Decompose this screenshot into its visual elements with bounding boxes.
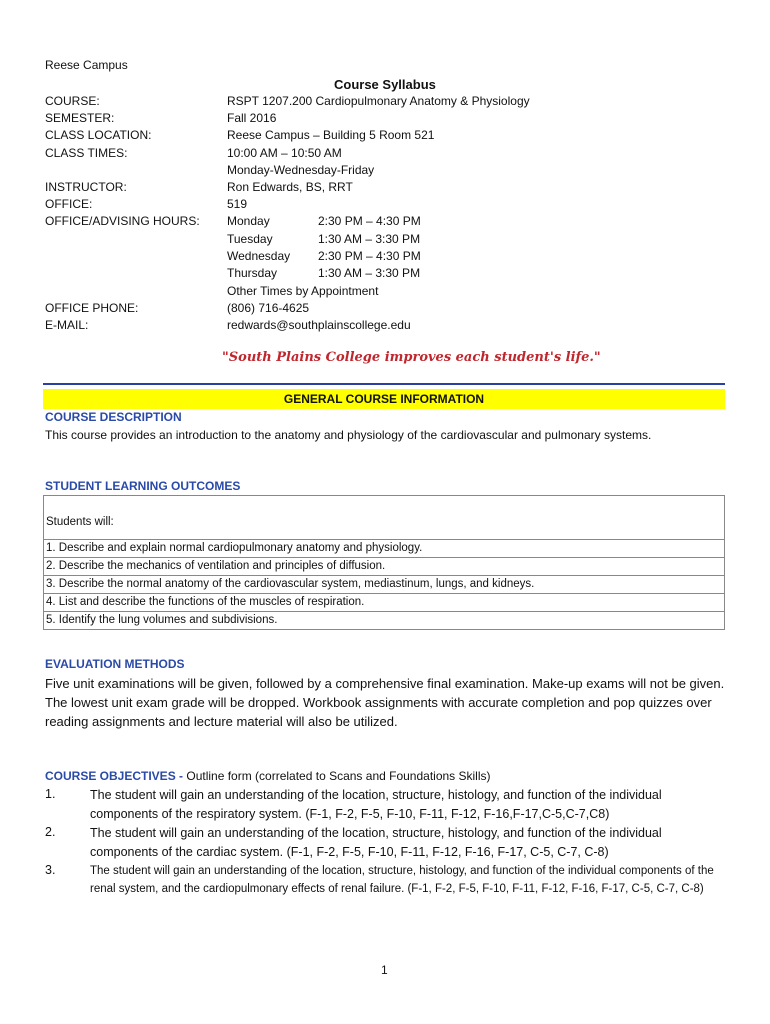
hours-time: 1:30 AM – 3:30 PM bbox=[318, 266, 421, 280]
campus-label: Reese Campus bbox=[45, 58, 128, 72]
times-label: CLASS TIMES: bbox=[45, 146, 128, 160]
info-row-email bbox=[0, 318, 770, 335]
outcome-item: 4. List and describe the functions of the muscles of respiration. bbox=[44, 593, 724, 611]
evaluation-heading: EVALUATION METHODS bbox=[45, 657, 185, 671]
times-value: 10:00 AM – 10:50 AM bbox=[227, 146, 342, 160]
objectives-subheading: Outline form (correlated to Scans and Foundations Skills) bbox=[186, 769, 491, 783]
info-row-course bbox=[0, 94, 770, 111]
evaluation-text: Five unit examinations will be given, followed by a comprehensive final examination. Make-up exams will not be given. The lowest unit exam grade will be dropped. Workbook assignments with accurate completion and pop quizzes over reading assignments and lecture material will also be utilized. bbox=[45, 676, 725, 729]
course-value: RSPT 1207.200 Cardiopulmonary Anatomy & Physiology bbox=[227, 94, 530, 108]
outcome-item: 5. Identify the lung volumes and subdivisions. bbox=[44, 611, 724, 629]
other-times: Other Times by Appointment bbox=[227, 284, 379, 298]
info-row-location bbox=[0, 128, 770, 145]
hours-time: 2:30 PM – 4:30 PM bbox=[318, 249, 421, 263]
info-row-times bbox=[0, 146, 770, 163]
outcomes-table bbox=[43, 495, 725, 630]
info-row-hours-monday bbox=[0, 214, 770, 231]
semester-value: Fall 2016 bbox=[227, 111, 277, 125]
objectives-heading-line bbox=[45, 768, 491, 785]
outcome-item: 1. Describe and explain normal cardiopulmonary anatomy and physiology. bbox=[44, 539, 724, 557]
objective-number: 2. bbox=[45, 825, 56, 839]
location-value: Reese Campus – Building 5 Room 521 bbox=[227, 128, 435, 142]
hours-day: Monday bbox=[227, 214, 270, 228]
objectives-heading: COURSE OBJECTIVES - bbox=[45, 769, 187, 783]
outcome-item: 3. Describe the normal anatomy of the cardiovascular system, mediastinum, lungs, and kidneys. bbox=[44, 575, 724, 593]
info-row-phone bbox=[0, 301, 770, 318]
objective-text: The student will gain an understanding of the location, structure, histology, and function of the individual components of the cardiac system. (F-1, F-2, F-5, F-10, F-11, F-12, F-16, F-17, C-5, C-7, C-8) bbox=[90, 826, 662, 859]
info-row-office bbox=[0, 197, 770, 214]
general-info-heading: GENERAL COURSE INFORMATION bbox=[43, 389, 725, 409]
info-row-other-times bbox=[0, 284, 770, 301]
outcomes-heading: STUDENT LEARNING OUTCOMES bbox=[45, 479, 241, 493]
instructor-label: INSTRUCTOR: bbox=[45, 180, 127, 194]
hours-day: Tuesday bbox=[227, 232, 273, 246]
page-title: Course Syllabus bbox=[334, 77, 436, 92]
instructor-value: Ron Edwards, BS, RRT bbox=[227, 180, 353, 194]
days-value: Monday-Wednesday-Friday bbox=[227, 163, 375, 177]
email-label: E-MAIL: bbox=[45, 318, 89, 332]
objective-number: 3. bbox=[45, 863, 56, 877]
semester-label: SEMESTER: bbox=[45, 111, 115, 125]
section-divider bbox=[43, 383, 725, 385]
info-row-hours-thursday bbox=[0, 266, 770, 283]
phone-label: OFFICE PHONE: bbox=[45, 301, 139, 315]
outcome-item: 2. Describe the mechanics of ventilation and principles of diffusion. bbox=[44, 557, 724, 575]
objective-number: 1. bbox=[45, 787, 56, 801]
email-link[interactable]: redwards@southplainscollege.edu bbox=[227, 318, 411, 332]
office-label: OFFICE: bbox=[45, 197, 93, 211]
info-row-hours-tuesday bbox=[0, 232, 770, 249]
objective-text: The student will gain an understanding of the location, structure, histology, and function of the individual components of the respiratory system. (F-1, F-2, F-5, F-10, F-11, F-12, F-16,F-17,C-5,C-7,C8) bbox=[90, 788, 662, 821]
page-number: 1 bbox=[381, 963, 388, 977]
description-heading: COURSE DESCRIPTION bbox=[45, 410, 182, 424]
info-row-semester bbox=[0, 111, 770, 128]
hours-label: OFFICE/ADVISING HOURS: bbox=[45, 214, 200, 228]
phone-value: (806) 716-4625 bbox=[227, 301, 310, 315]
office-value: 519 bbox=[227, 197, 248, 211]
info-row-instructor bbox=[0, 180, 770, 197]
hours-day: Thursday bbox=[227, 266, 278, 280]
objective-text: The student will gain an understanding of the location, structure, histology, and function of the individual components of the renal system, and the cardiopulmonary effects of renal failure. (F-1, F-2, F-5, F-10, F-11, F-12, F-16, F-17, C-5, C-7, C-8) bbox=[90, 865, 714, 895]
outcomes-intro: Students will: bbox=[46, 516, 114, 528]
hours-day: Wednesday bbox=[227, 249, 291, 263]
location-label: CLASS LOCATION: bbox=[45, 128, 152, 142]
course-label: COURSE: bbox=[45, 94, 100, 108]
info-row-days bbox=[0, 163, 770, 180]
college-motto: "South Plains College improves each student's life." bbox=[222, 350, 601, 365]
info-row-hours-wednesday bbox=[0, 249, 770, 266]
description-text: This course provides an introduction to the anatomy and physiology of the cardiovascular and pulmonary systems. bbox=[45, 428, 652, 442]
hours-time: 1:30 AM – 3:30 PM bbox=[318, 232, 421, 246]
hours-time: 2:30 PM – 4:30 PM bbox=[318, 214, 421, 228]
